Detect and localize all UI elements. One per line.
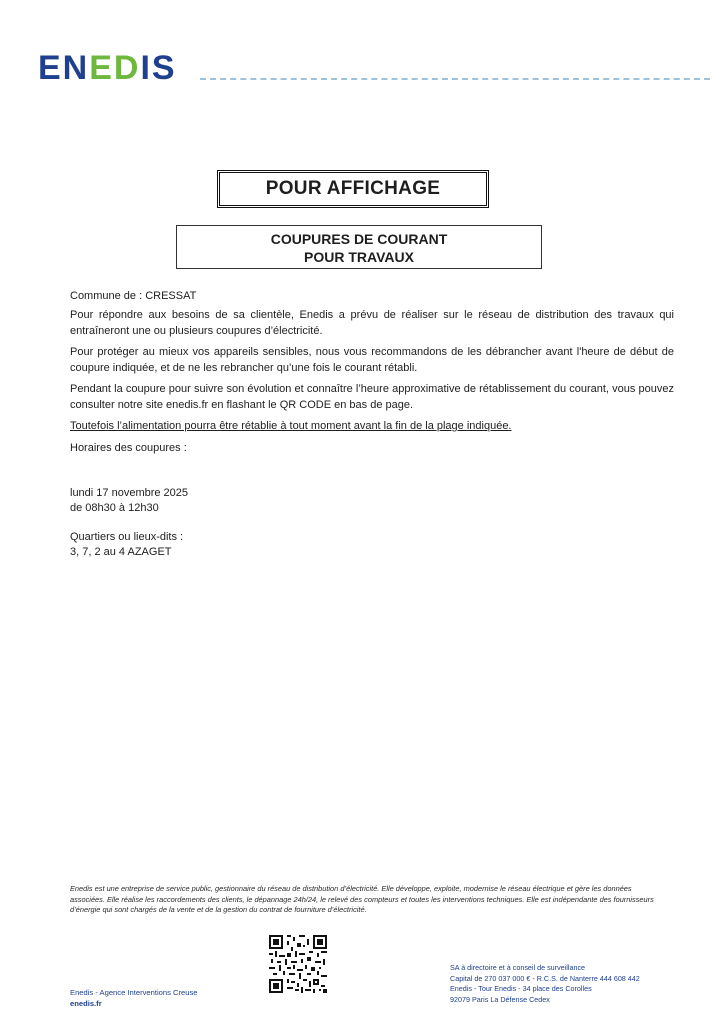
legal-line-2: Capital de 270 037 000 € - R.C.S. de Nanterre 444 608 442 xyxy=(450,973,640,983)
notice-title: POUR AFFICHAGE xyxy=(265,178,441,199)
legal-line-1: SA à directoire et à conseil de surveillance xyxy=(450,963,586,972)
website-link[interactable]: enedis.fr xyxy=(70,999,102,1008)
qr-code-icon[interactable] xyxy=(269,935,327,993)
notice-title-box xyxy=(217,170,489,208)
schedule-label: Horaires des coupures : xyxy=(70,442,187,454)
commune-line: Commune de : CRESSAT xyxy=(70,290,197,302)
intro-paragraph: Pour répondre aux besoins de sa clientèle, Enedis a prévu de réaliser sur le réseau de distribution des travaux qui entraîneront une ou plusieurs coupures d’électricité. xyxy=(70,309,674,337)
notice-subtitle-box xyxy=(176,225,542,269)
enedis-logo: ENEDIS xyxy=(38,49,177,87)
restoration-warning: Toutefois l’alimentation pourra être rétablie à tout moment avant la fin de la plage indiquée. xyxy=(70,420,512,432)
places-list: 3, 7, 2 au 4 AZAGET xyxy=(70,546,172,558)
subtitle-line-1: COUPURES DE COURANT xyxy=(270,231,448,247)
agency-name: Enedis - Agence Interventions Creuse xyxy=(70,988,198,997)
outage-date: lundi 17 novembre 2025 xyxy=(70,487,189,499)
advice-paragraph: Pour protéger au mieux vos appareils sensibles, nous vous recommandons de les débrancher avant l'heure de début de coupure indiquée, et de ne les rebrancher qu’une fois le courant rétabli. xyxy=(70,346,674,374)
places-label: Quartiers ou lieux-dits : xyxy=(70,531,184,543)
header-divider xyxy=(200,78,710,80)
legal-line-3: Enedis - Tour Enedis - 34 place des Corolles xyxy=(450,984,592,993)
footer-agency xyxy=(70,987,197,1009)
subtitle-line-2: POUR TRAVAUX xyxy=(304,249,414,265)
outage-time: de 08h30 à 12h30 xyxy=(70,502,159,514)
footer-disclaimer: Enedis est une entreprise de service public, gestionnaire du réseau de distribution d’électricité. Elle développe, exploite, modernise le réseau électrique et gère les données associées. Elle réalise les raccordements des clients, le dépannage 24h/24, le relevé des compteurs et toutes les interventions techniques. Elle est indépendante des fournisseurs d’énergie qui sont chargés de la vente et de la gestion du contrat de fourniture d’électricité. xyxy=(70,884,654,914)
footer-legal xyxy=(450,963,640,1005)
tracking-paragraph: Pendant la coupure pour suivre son évolution et connaître l’heure approximative de rétablissement du courant, vous pouvez consulter notre site enedis.fr en flashant le QR CODE en bas de page. xyxy=(70,383,674,411)
legal-line-4: 92079 Paris La Défense Cedex xyxy=(450,994,550,1004)
